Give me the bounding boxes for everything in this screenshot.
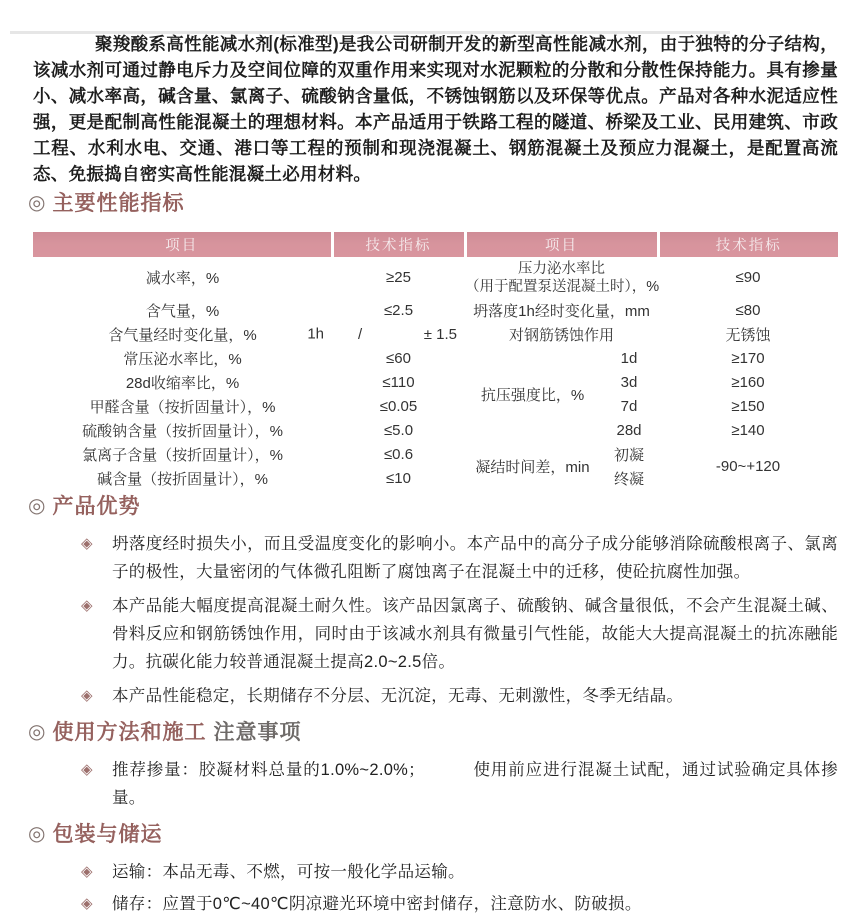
row-value: ≥170 (731, 349, 765, 367)
section-marker-icon: ◎ (28, 191, 46, 214)
table-row (33, 442, 838, 466)
list-item-text: 运输：本品无毒、不燃，可按一般化学品运输。 (112, 863, 465, 881)
row-sub-label: 初凝 (613, 446, 644, 464)
trial-mix-text: 使用前应进行混凝土试配，通过试验确定具体掺量。 (112, 761, 838, 807)
row-value: ≤5.0 (383, 421, 414, 439)
section-title: 产品优势 (52, 495, 141, 518)
row-value-number: ± 1.5 (423, 325, 457, 343)
row-sub-label: 1h (307, 325, 324, 343)
list-item-text: 本产品能大幅度提高混凝土耐久性。该产品因氯离子、硫酸钠、碱含量很低，不会产生混凝土碱、骨料反应和钢筋锈蚀作用，同时由于该减水剂具有微量引气性能，故能大大提高混凝土的抗冻融能力。抗碳化能力较普通混凝土提高2.0~2.5倍。 (112, 597, 838, 671)
row-age-label: 7d (620, 397, 638, 415)
row-value: ≤0.6 (383, 445, 414, 463)
row-value: ≤0.05 (379, 397, 418, 415)
list-item-text: 坍落度经时损失小，而且受温度变化的影响小。本产品中的高分子成分能够消除硫酸根离子、氯离子的极性，大量密闭的气体微孔阻断了腐蚀离子在混凝土中的迁移，使砼抗腐性加强。 (112, 535, 838, 581)
list-item-text: 储存：应置于0℃~40℃阴凉避光环境中密封储存，注意防水、防破损。 (112, 895, 642, 913)
row-value: ≤10 (386, 469, 411, 487)
row-label (465, 257, 658, 298)
table-row (33, 370, 838, 394)
list-item-text (112, 761, 838, 807)
dosage-text: 推荐掺量：胶凝材料总量的1.0%~2.0%； (112, 761, 425, 779)
table-row (33, 322, 838, 346)
row-value: ≥160 (731, 373, 765, 391)
diamond-bullet-icon: ◈ (81, 895, 93, 912)
section-heading-packaging (28, 818, 847, 848)
row-age-label: 3d (620, 373, 638, 391)
table-row (33, 394, 838, 418)
column-header-spec-right: 技术指标 (658, 232, 838, 257)
diamond-bullet-icon: ◈ (81, 687, 93, 704)
diamond-bullet-icon: ◈ (81, 597, 93, 614)
row-value: -90~+120 (715, 457, 781, 475)
column-header-spec-left: 技术指标 (332, 232, 465, 257)
row-value: ≤80 (735, 301, 761, 319)
row-label: 碱含量（按折固量计），% (97, 470, 268, 488)
section-marker-icon: ◎ (28, 720, 46, 743)
column-header-item-right: 项目 (465, 232, 658, 257)
list-item (81, 682, 838, 710)
row-value-slash: / (358, 325, 363, 343)
list-item (81, 890, 838, 918)
performance-table (33, 232, 838, 490)
table-row (33, 418, 838, 442)
row-label: 硫酸钠含量（按折固量计），% (82, 422, 283, 440)
table-row (33, 298, 838, 322)
row-label: 甲醛含量（按折固量计），% (89, 398, 276, 416)
packaging-list (0, 858, 838, 918)
row-label: 坍落度1h经时变化量，mm (473, 302, 650, 320)
row-age-label: 28d (616, 421, 642, 439)
table-row (33, 257, 838, 298)
row-value: ≤60 (386, 349, 411, 367)
list-item (81, 858, 838, 886)
diamond-bullet-icon: ◈ (81, 761, 93, 778)
document-page (0, 31, 847, 913)
list-item (81, 756, 838, 812)
row-label (33, 322, 332, 346)
row-value: ≤110 (382, 373, 415, 391)
section-title: 主要性能指标 (52, 192, 185, 215)
section-title: 包装与储运 (52, 823, 163, 846)
row-group-label: 抗压强度比，% (480, 386, 585, 404)
row-value (332, 322, 465, 346)
section-marker-icon: ◎ (28, 822, 46, 845)
row-label-line: （用于配置泵送混凝土时），% (465, 278, 660, 295)
section-title-muted: 注意事项 (213, 721, 302, 744)
row-label-line: 压力泌水率比 (518, 260, 605, 277)
row-label: 含气量，% (145, 302, 220, 320)
row-sub-label: 终凝 (613, 470, 644, 488)
row-label: 28d收缩率比，% (125, 374, 240, 392)
row-value: ≥25 (386, 269, 411, 286)
list-item-text: 本产品性能稳定，长期储存不分层、无沉淀，无毒、无刺激性，冬季无结晶。 (112, 687, 684, 705)
row-label: 对钢筋锈蚀作用 (508, 326, 614, 344)
column-header-item-left: 项目 (33, 232, 332, 257)
usage-list (0, 756, 838, 812)
diamond-bullet-icon: ◈ (81, 535, 93, 552)
row-label: 常压泌水率比，% (123, 350, 242, 368)
section-heading-advantages (28, 490, 847, 520)
row-label: 氯离子含量（按折固量计），% (82, 446, 283, 464)
row-value: ≥140 (731, 421, 765, 439)
section-marker-icon: ◎ (28, 494, 46, 517)
list-item (81, 592, 838, 676)
row-value: ≤2.5 (383, 301, 414, 319)
row-group-label: 凝结时间差，min (475, 458, 590, 476)
section-heading-usage (28, 716, 847, 746)
row-label: 减水率，% (145, 270, 220, 287)
list-item (81, 530, 838, 586)
section-title: 使用方法和施工 (52, 721, 207, 744)
section-heading-performance (28, 187, 847, 217)
table-header-row (33, 232, 838, 257)
scan-artifact (10, 31, 730, 34)
row-value: ≤90 (735, 269, 761, 286)
diamond-bullet-icon: ◈ (81, 863, 93, 880)
row-value: 无锈蚀 (725, 326, 771, 344)
table-row (33, 346, 838, 370)
row-value: ≥150 (731, 397, 765, 415)
row-age-label: 1d (620, 349, 638, 367)
intro-paragraph: 聚羧酸系高性能减水剂(标准型)是我公司研制开发的新型高性能减水剂，由于独特的分子结构，该减水剂可通过静电斥力及空间位障的双重作用来实现对水泥颗粒的分散和分散性保持能力。具有掺量小、减水率高，碱含量、氯离子、硫酸钠含量低，不锈蚀钢筋以及环保等优点。产品对各种水泥适应性强，更是配制高性能混凝土的理想材料。本产品适用于铁路工程的隧道、桥梁及工业、民用建筑、市政工程、水利水电、交通、港口等工程的预制和现浇混凝土、钢筋混凝土及预应力混凝土，是配置高流态、免振捣自密实高性能混凝土必用材料。 (33, 34, 838, 184)
advantages-list (0, 530, 838, 710)
row-label-text: 含气量经时变化量，% (108, 326, 257, 344)
